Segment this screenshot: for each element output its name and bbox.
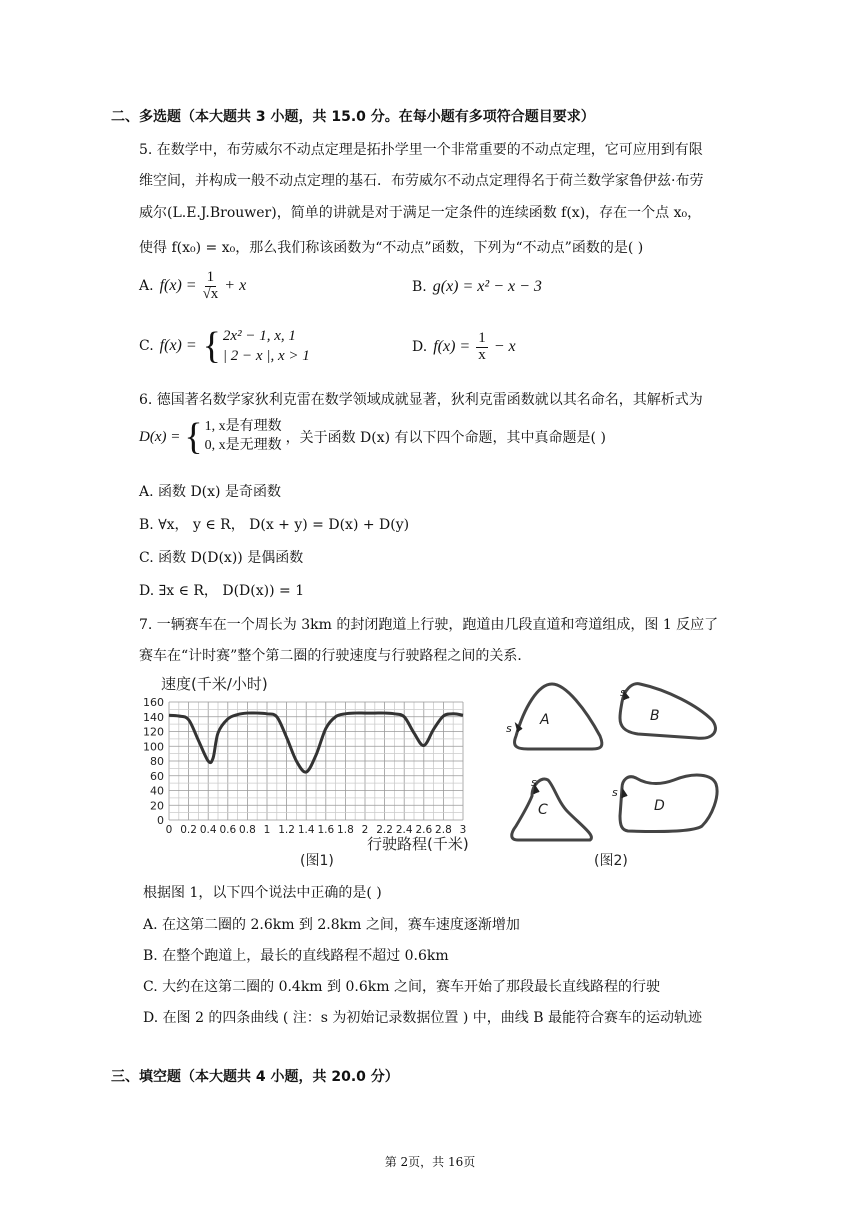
option-label: D. [412,339,428,356]
case-1: 2x² − 1, x, 1 [222,328,296,344]
brace: { [184,416,203,458]
y-tick-label: 160 [143,696,164,709]
track-b [620,684,715,739]
fraction-numerator: 1 [478,330,486,346]
y-tick-label: 20 [150,799,164,813]
x-tick-label: 2.2 [376,824,393,836]
fraction-denominator: √x [202,285,219,302]
option-rest: − x [493,338,516,356]
x-tick-label: 2.4 [395,824,413,836]
x-tick-label: 3 [459,824,467,836]
option-label: C. [139,338,154,355]
q7-line-1: 7. 一辆赛车在一个周长为 3km 的封闭跑道上行驶，跑道由几段直道和弯道组成，图 1 反应了 [139,617,719,633]
q5-option-c[interactable] [139,326,310,367]
y-tick-label: 60 [150,769,164,783]
definition-lhs: D(x) = [139,428,181,445]
y-axis-label: 速度(千米/小时) [161,675,268,693]
x-tick-label: 0.6 [219,824,237,836]
q5-line-3: 威尔(L.E.J.Brouwer)，简单的讲就是对于满足一定条件的连续函数 f(x)，存在一个点 x₀， [139,205,702,221]
x-tick-label: 2.6 [415,824,433,836]
x-tick-label: 1.2 [278,824,295,836]
x-tick-label: 2 [361,824,369,836]
option-label: A. [139,278,154,295]
option-lhs: f(x) = [159,277,197,295]
q7-option-d[interactable]: D. 在图 2 的四条曲线 ( 注：s 为初始记录数据位置 ) 中，曲线 B 最能符合赛车的运动轨迹 [143,1010,702,1026]
option-lhs: f(x) = [159,337,197,355]
start-label-c: s [531,776,537,789]
q7-option-a[interactable]: A. 在这第二圈的 2.6km 到 2.8km 之间，赛车速度逐渐增加 [143,917,520,933]
case-2: | 2 − x |, x > 1 [222,348,310,365]
x-tick-label: 1.8 [337,824,354,836]
x-tick-label: 2.8 [435,824,452,836]
x-tick-label: 0.4 [199,824,217,836]
figure-2-caption: (图2) [594,853,628,869]
q6-option-d[interactable]: D. ∃x ∈ R， D(D(x)) = 1 [139,583,305,599]
q6-option-b[interactable]: B. ∀x， y ∈ R， D(x + y) = D(x) + D(y) [139,517,410,533]
q5-line-4: 使得 f(x₀) = x₀，那么我们称该函数为“不动点”函数，下列为“不动点”函数的是( ) [139,240,644,256]
track-a [506,684,602,749]
speed-distance-chart [135,672,480,872]
case-2: 0, x是无理数 [204,438,282,453]
q6-line-1: 6. 德国著名数学家狄利克雷在数学领域成就显著，狄利克雷函数就以其名命名，其解析式为 [139,392,703,408]
start-label-a: s [506,722,512,735]
track-label-b: B [650,708,660,724]
figure-1-caption: (图1) [300,853,334,869]
page-footer: 第 2页，共 16页 [384,1155,476,1169]
y-tick-label: 140 [143,710,164,724]
x-axis-label: 行驶路程(千米) [367,835,469,853]
y-tick-label: 100 [143,740,164,754]
x-tick-label: 1.4 [297,824,315,836]
q5-line-1: 5. 在数学中，布劳威尔不动点定理是拓扑学里一个非常重要的不动点定理，它可应用到有限 [139,142,703,158]
fraction-denominator: x [478,346,486,363]
y-tick-labels [143,696,164,827]
q7-option-c[interactable]: C. 大约在这第二圈的 0.4km 到 0.6km 之间，赛车开始了那段最长直线路程的行驶 [143,979,660,995]
start-label-b: s [620,686,626,699]
q5-option-b[interactable] [412,278,542,296]
option-lhs: f(x) = [433,338,471,356]
track-curves-figure [498,676,728,872]
q6-definition [139,418,606,456]
section-heading-multiple-choice: 二、多选题（本大题共 3 小题，共 15.0 分。在每小题有多项符合题目要求） [111,109,595,125]
brace: { [202,325,221,368]
q6-option-a[interactable]: A. 函数 D(x) 是奇函数 [139,484,281,500]
x-tick-label: 1 [263,824,271,836]
option-rest: + x [224,277,247,295]
fraction [203,270,219,303]
piecewise-function [203,326,310,367]
q7-prompt: 根据图 1，以下四个说法中正确的是( ) [143,885,382,901]
x-tick-label: 0.2 [180,824,197,836]
section-heading-fill-in: 三、填空题（本大题共 4 小题，共 20.0 分） [111,1069,399,1085]
y-tick-label: 80 [150,755,164,768]
start-label-d: s [612,786,618,799]
option-formula: g(x) = x² − x − 3 [432,278,542,295]
x-tick-label: 1.6 [317,824,335,836]
fraction-numerator: 1 [206,269,215,285]
q7-line-2: 赛车在“计时赛”整个第二圈的行驶速度与行驶路程之间的关系． [139,648,532,664]
definition-rest: ，关于函数 D(x) 有以下四个命题，其中真命题是( ) [285,430,606,446]
y-tick-label: 40 [150,784,164,798]
q5-line-2: 维空间，并构成一般不动点定理的基石．布劳威尔不动点定理得名于荷兰数学家鲁伊兹·布劳 [139,173,704,189]
track-d [612,775,717,831]
case-1: 1, x是有理数 [204,419,282,435]
track-label-c: C [538,802,548,818]
direction-arrow-icon [622,790,627,798]
y-tick-label: 0 [157,814,164,827]
fraction [476,331,488,364]
track-label-a: A [540,712,550,728]
y-tick-label: 120 [143,725,164,739]
track-c [512,776,592,840]
q5-option-d[interactable] [412,331,516,364]
track-label-d: D [654,798,665,814]
x-tick-label: 0.8 [239,824,256,836]
option-label: B. [412,279,427,295]
q7-option-b[interactable]: B. 在整个跑道上，最长的直线路程不超过 0.6km [143,948,449,964]
piecewise-function [184,418,281,456]
q6-option-c[interactable]: C. 函数 D(D(x)) 是偶函数 [139,550,304,566]
x-tick-label: 0 [165,824,173,836]
q5-option-a[interactable] [139,270,246,303]
